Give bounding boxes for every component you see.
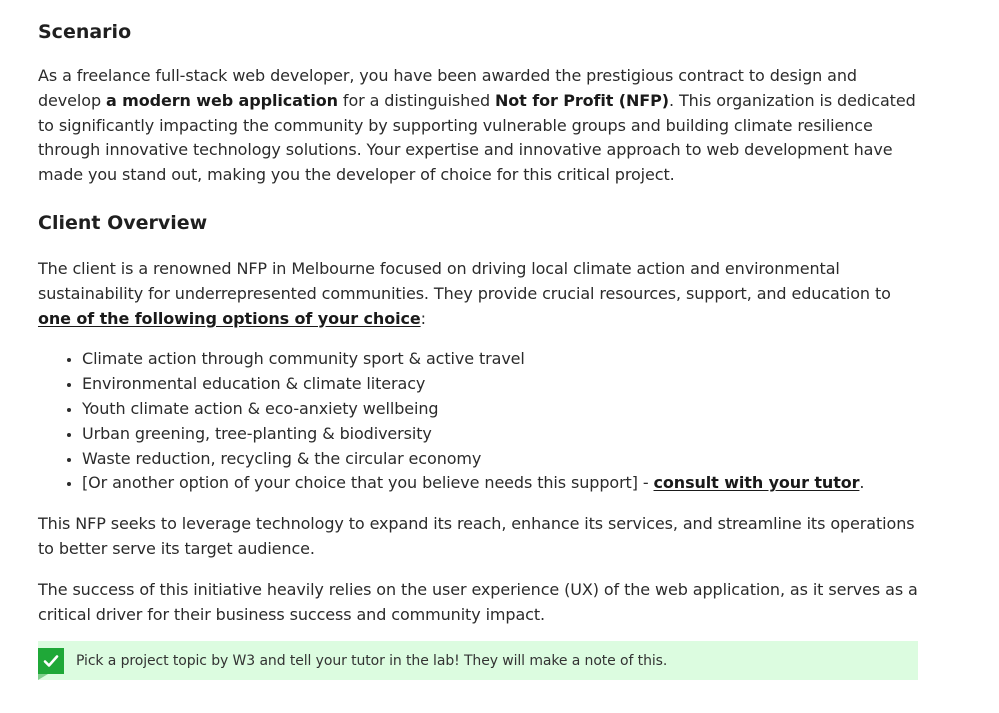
consult-tutor-link[interactable]: consult with your tutor bbox=[653, 473, 860, 493]
scenario-heading: Scenario bbox=[38, 21, 132, 43]
success-paragraph: The success of this initiative heavily relies on the user experience (UX) of the web application, as it serves as a critical driver for their business success and community impact. bbox=[38, 579, 918, 624]
tech-paragraph: This NFP seeks to leverage technology to expand its reach, enhance its services, and streamline its operations to better serve its target audience. bbox=[38, 514, 915, 558]
list-item: • Waste reduction, recycling & the circular economy bbox=[82, 447, 918, 472]
client-intro-colon: : bbox=[420, 308, 426, 328]
last-option-period: . bbox=[859, 473, 865, 493]
options-list bbox=[38, 347, 918, 496]
callout-note bbox=[38, 641, 918, 680]
checkmark-icon bbox=[38, 648, 64, 674]
callout-text: Pick a project topic by W3 and tell your tutor in the lab! They will make a note of this. bbox=[76, 652, 668, 669]
client-intro-paragraph bbox=[38, 257, 918, 331]
last-option-text: [Or another option of your choice that you believe needs this support] - bbox=[82, 473, 654, 493]
list-item: • Environmental education & climate literacy bbox=[82, 372, 918, 397]
scenario-paragraph bbox=[38, 64, 918, 188]
scenario-bold-nfp: Not for Profit (NFP) bbox=[495, 90, 669, 110]
client-intro-text: The client is a renowned NFP in Melbourne focused on driving local climate action and environmental sustainability for underrepresented communities. They provide crucial resources, support, and education to bbox=[38, 258, 891, 303]
list-item: • Urban greening, tree-planting & biodiversity bbox=[82, 422, 918, 447]
scenario-text-3: . This organization is dedicated to significantly impacting the community by supporting vulnerable groups and building climate resilience through innovative technology solutions. Your expertise and innovative approach to web development have made you stand out, making you the developer of choice for this critical project. bbox=[38, 90, 916, 185]
options-choice-link[interactable]: one of the following options of your choice bbox=[38, 308, 421, 328]
list-item: • Climate action through community sport & active travel bbox=[82, 347, 918, 372]
scenario-text-1: As a freelance full-stack web developer, you have been awarded the prestigious contract to design and develop bbox=[38, 66, 857, 110]
list-item: • Youth climate action & eco-anxiety wellbeing bbox=[82, 397, 918, 422]
scenario-text-2: for a distinguished bbox=[337, 90, 495, 110]
list-item bbox=[82, 471, 918, 496]
client-overview-heading: Client Overview bbox=[38, 211, 208, 234]
scenario-bold-web-app: a modern web application bbox=[106, 90, 338, 110]
